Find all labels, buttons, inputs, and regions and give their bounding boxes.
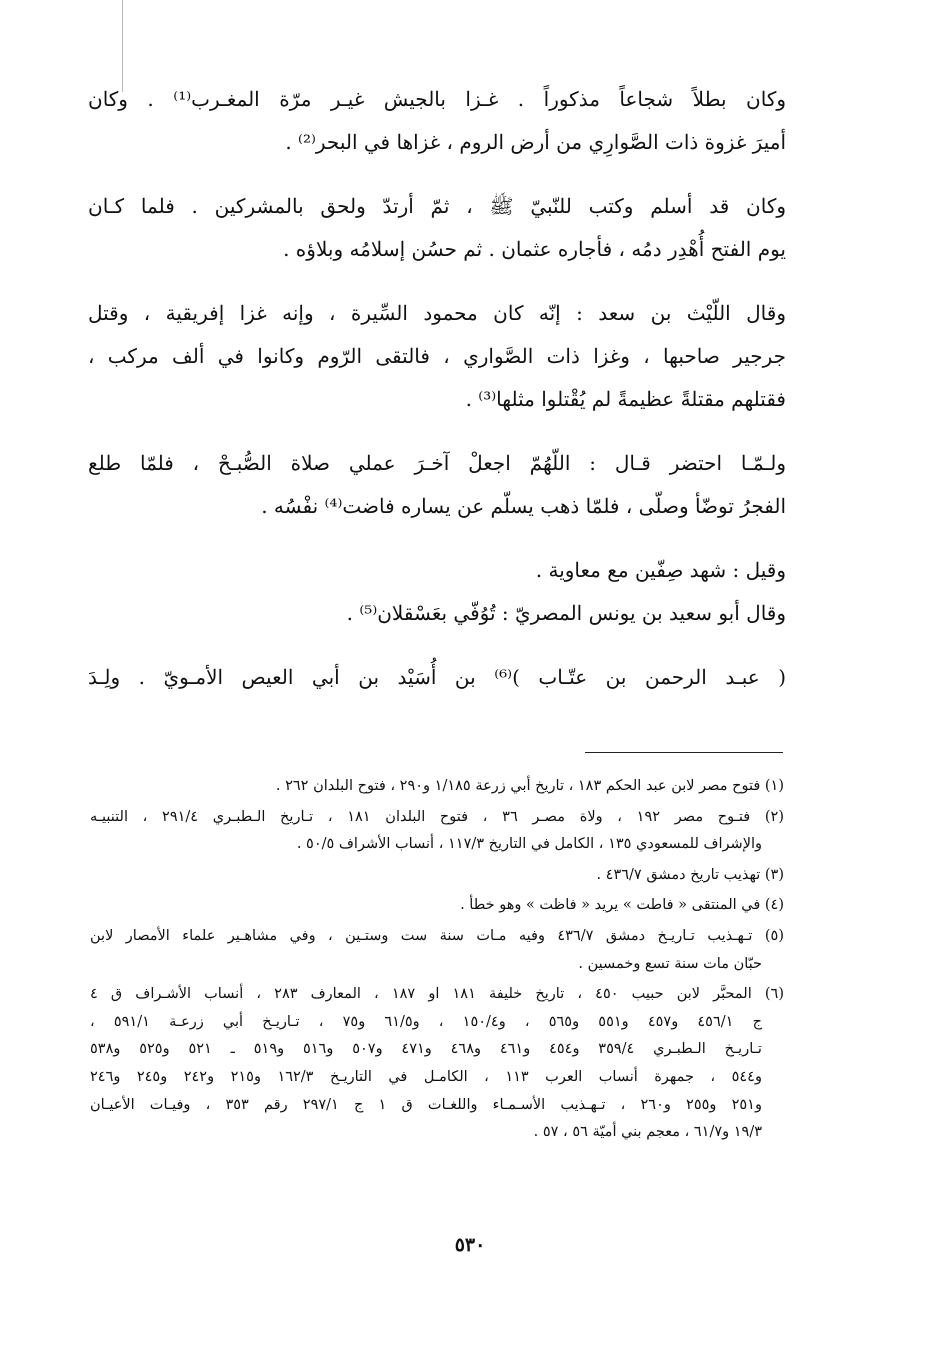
footnote-line: حبّان مات سنة تسع وخمسين . — [578, 955, 762, 972]
footnote-3 — [90, 862, 784, 890]
footnote-line: (٤) في المنتقى « فاطت » يريد « فاظت » وهو خطأ . — [460, 897, 784, 914]
text-line: وقال أبو سعيد بن يونس المصريّ : تُوُفّي بعَسْقلان⁽⁵⁾ . — [346, 601, 786, 625]
footnote-line: (٦) المحبَّر لابن حبيب ٤٥٠ ، تاريخ خليفة ١٨١ او ١٨٧ ، المعارف ٢٨٣ ، أنساب الأشـراف ق ٤ — [90, 986, 784, 1003]
footnote-line: تـاريـخ الـطبـري ٣٥٩/٤ و٤٥٤ و٤٦١ و٤٦٨ و٤٧١ و٥٠٧ و٥١٦ و٥١٩ ـ ٥٢١ و٥٢٥ و٥٣٨ — [90, 1041, 762, 1058]
footnote-line: ١٩/٣ و٦١/٧ ، معجم بني أميّة ٥٦ ، ٥٧ . — [533, 1124, 762, 1141]
footnote-line: و٥٤٤ ، جمهرة أنساب العرب ١١٣ ، الكامـل في التاريـخ ١٦٢/٣ و٢١٥ و٢٤٢ و٢٤٥ و٢٤٦ — [90, 1068, 762, 1085]
footnote-line: (١) فتوح مصر لابن عبد الحكم ١٨٣ ، تاريخ أبي زرعة ١/١٨٥ و٢٩٠ ، فتوح البلدان ٢٦٢ . — [275, 778, 784, 794]
text-line: أميرَ غزوة ذات الصَّوارِي من أرض الروم ، غزاها في البحر⁽²⁾ . — [285, 130, 786, 154]
paragraph-7 — [88, 656, 786, 699]
footnote-line: و٢٥١ و٢٥٥ و٢٦٠ ، تـهـذيب الأسـمـاء واللغـات ق ١ ج ٢٩٧/١ رقم ٣٥٣ ، وفيـات الأعيـان — [90, 1096, 762, 1113]
paragraph-5 — [88, 549, 786, 592]
footnote-line: (٢) فتـوح مصر ١٩٢ ، ولاة مصـر ٣٦ ، فتوح البلدان ١٨١ ، تـاريخ الـطبـري ٢٩١/٤ ، التنبيـه — [90, 808, 785, 825]
text-line: وقال اللّيْث بن سعد : إنّه كان محمود السِّيرة ، وإنه غزا إفريقية ، وقتل — [88, 301, 786, 325]
footnote-line: (٥) تـهـذيب تـاريـخ دمشق ٤٣٦/٧ وفيه مـات سنة ست وستـين ، وفي مشاهـير علماء الأمصار لابن — [90, 927, 784, 944]
paragraph-3 — [88, 292, 786, 421]
text-line: الفجرُ توضّأ وصلّى ، فلمّا ذهب يسلّم عن يساره فاضت⁽⁴⁾ نفْسُه . — [261, 494, 786, 518]
text-line: ولـمّـا احتضر قـال : اللّهُمّ اجعلْ آخـرَ عملي صلاة الصُّبـحْ ، فلمّا طلع — [88, 451, 786, 475]
main-text — [88, 78, 786, 699]
footnote-5 — [90, 923, 784, 978]
text-line: جرجير صاحبها ، وغزا ذات الصَّواري ، فالتقى الرّوم وكانوا في ألف مركب ، — [88, 344, 787, 368]
paragraph-2 — [88, 185, 786, 271]
text-line: ( عبـد الرحمن بن عتّـاب )⁽⁶⁾ بن أُسَيْد بن أبي العيص الأمـويّ . ولِـدَ — [88, 665, 786, 689]
footnote-6 — [90, 981, 784, 1147]
footnote-line: ج ٤٥٦/١ و٤٥٧ و٥٥١ و٥٦٥ ، و١٥٠/٤ ، و٦١/٥ و٧٥ ، تـاريـخ أبي زرعـة ٥٩١/١ ، — [90, 1013, 762, 1030]
footnote-line: والإشراف للمسعودي ١٣٥ ، الكامل في التاريخ ١١٧/٣ ، أنساب الأشراف ٥٠/٥ . — [296, 836, 762, 853]
paragraph-4 — [88, 442, 786, 528]
footnote-line: (٣) تهذيب تاريخ دمشق ٤٣٦/٧ . — [596, 866, 784, 883]
footnotes — [90, 773, 784, 1150]
page-number: ٥٣٠ — [454, 1234, 486, 1256]
text-line: وكان بطلاً شجاعاً مذكوراً . غـزا بالجيش غيـر مرّة المغـرب⁽¹⁾ . وكان — [88, 87, 786, 111]
footnote-1 — [90, 773, 784, 801]
text-line: فقتلهم مقتلةً عظيمةً لم يُقْتلوا مثلها⁽³⁾ . — [465, 387, 786, 411]
footnote-separator — [585, 752, 783, 753]
text-line: وكان قد أسلم وكتب للنّبيّ ﷺ ، ثمّ أرتدّ ولحق بالمشركين . فلما كـان — [88, 194, 786, 218]
text-line: وقيل : شهد صِفّين مع معاوية . — [535, 558, 786, 582]
paragraph-1 — [88, 78, 786, 164]
text-line: يوم الفتح أُهْدِر دمُه ، فأجاره عثمان . ثم حسُن إسلامُه وبلاؤه . — [283, 237, 786, 261]
footnote-2 — [90, 804, 784, 859]
paragraph-6 — [88, 592, 786, 635]
footnote-4 — [90, 892, 784, 920]
